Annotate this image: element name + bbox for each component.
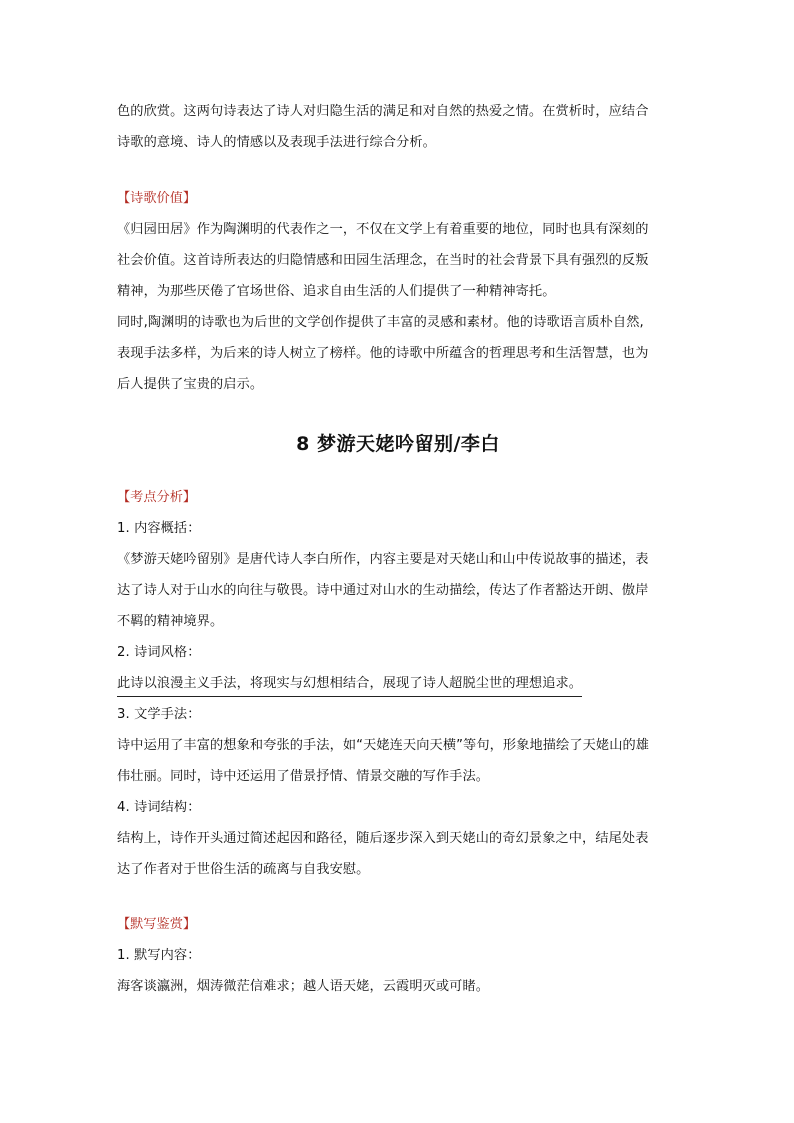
value-line: 精神，为那些厌倦了官场世俗、追求自由生活的人们提供了一种精神寄托。 (117, 284, 556, 299)
item-line: 达了作者对于世俗生活的疏离与自我安慰。 (117, 862, 370, 877)
item-line: 达了诗人对于山水的向往与敬畏。诗中通过对山水的生动描绘，传达了作者豁达开朗、傲岸 (117, 583, 649, 598)
poem-title: 8 梦游天姥吟留别/李白 (296, 433, 500, 455)
item-line-wrapper (117, 668, 679, 699)
item-label: 1. 内容概括： (117, 521, 201, 536)
item-line: 伟壮丽。同时，诗中还运用了借景抒情、情景交融的写作手法。 (117, 769, 490, 784)
analysis-item-structure (117, 792, 679, 885)
item-line: 结构上，诗作开头通过简述起因和路径，随后逐步深入到天姥山的奇幻景象之中，结尾处表 (117, 831, 649, 846)
item-line: 诗中运用了丰富的想象和夸张的手法，如“天姥连天向天横”等句，形象地描绘了天姥山的雄 (117, 738, 650, 753)
item-label: 4. 诗词结构： (117, 800, 201, 815)
analysis-item-content-summary (117, 513, 679, 637)
item-line: 不羁的精神境界。 (117, 614, 224, 629)
spacer (117, 158, 679, 183)
underlined-line: 此诗以浪漫主义手法，将现实与幻想相结合，展现了诗人超脱尘世的理想追求。 (117, 673, 582, 697)
value-line: 同时,陶渊明的诗歌也为后世的文学创作提供了丰富的灵感和素材。他的诗歌语言质朴自然, (117, 315, 644, 330)
analysis-item-style (117, 637, 679, 699)
value-line: 表现手法多样，为后来的诗人树立了榜样。他的诗歌中所蕴含的哲理思考和生活智慧，也为 (117, 346, 649, 361)
section-heading-analysis: 【考点分析】 (117, 490, 197, 505)
intro-line: 色的欣赏。这两句诗表达了诗人对归隐生活的满足和对自然的热爱之情。在赏析时，应结合 (117, 104, 649, 119)
intro-paragraph (117, 96, 679, 158)
analysis-item-techniques (117, 699, 679, 792)
value-line: 社会价值。这首诗所表达的归隐情感和田园生活理念，在当时的社会背景下具有强烈的反叛 (117, 253, 649, 268)
item-label: 1. 默写内容： (117, 948, 201, 963)
dictation-item (117, 940, 679, 1002)
item-line: 《梦游天姥吟留别》是唐代诗人李白所作，内容主要是对天姥山和山中传说故事的描述，表 (117, 552, 649, 567)
spacer (117, 885, 679, 909)
item-label: 2. 诗词风格： (117, 645, 201, 660)
value-line: 后人提供了宝贵的启示。 (117, 377, 264, 392)
value-line: 《归园田居》作为陶渊明的代表作之一，不仅在文学上有着重要的地位，同时也具有深刻的 (117, 222, 649, 237)
section-heading-value: 【诗歌价值】 (117, 191, 197, 206)
value-paragraph-1 (117, 214, 679, 307)
item-line: 海客谈瀛洲，烟涛微茫信难求；越人语天姥，云霞明灭或可睹。 (117, 979, 490, 994)
page-content (117, 96, 679, 1002)
intro-line: 诗歌的意境、诗人的情感以及表现手法进行综合分析。 (117, 135, 436, 150)
section-heading-dictation: 【默写鉴赏】 (117, 917, 197, 932)
item-label: 3. 文学手法： (117, 707, 201, 722)
value-paragraph-2 (117, 307, 679, 400)
